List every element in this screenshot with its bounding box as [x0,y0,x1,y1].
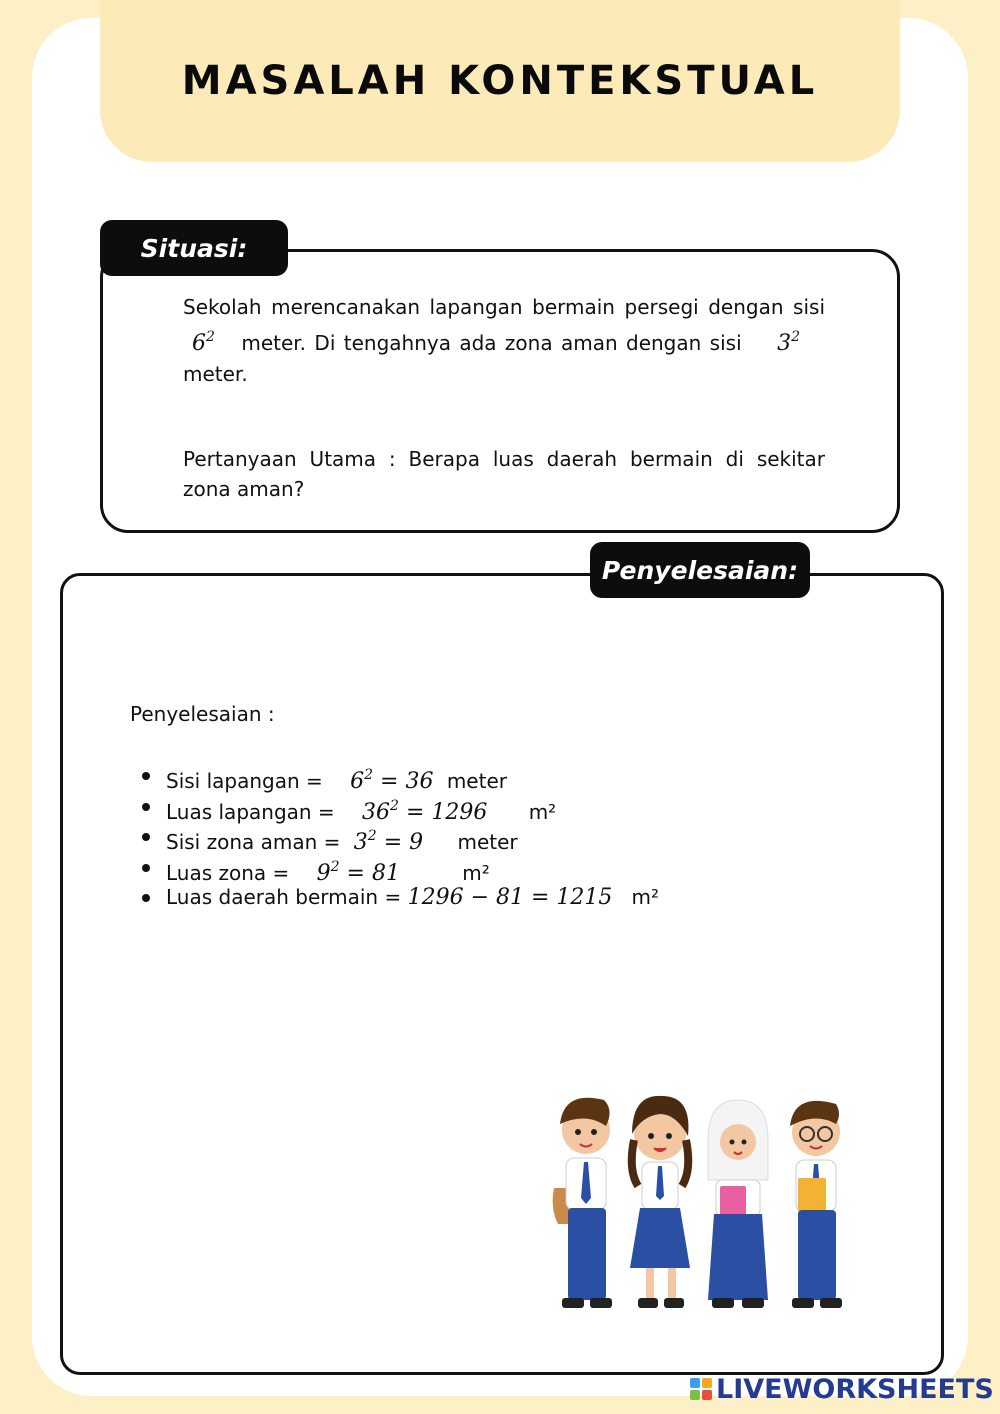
situasi-math-2: $3^2$ [777,329,800,356]
list-item: Sisi zona aman = $3^2 = 9$ meter [140,821,659,852]
page-title: MASALAH KONTEKSTUAL [181,58,819,104]
solution-heading: Penyelesaian : [130,702,275,726]
list-item: Luas zona = $9^2 = 81$ m² [140,852,659,883]
students-group-icon [548,1090,858,1320]
situasi-paragraph [183,292,825,389]
main-question: Pertanyaan Utama : Berapa luas daerah bermain di sekitar zona aman? [183,447,825,501]
brand-name: LIVEWORKSHEETS [716,1373,994,1405]
situasi-text-3: meter. [183,362,248,386]
list-item: Luas lapangan = $36^2 = 1296$ m² [140,791,659,822]
situasi-math-1: $6^2$ [192,329,215,356]
situasi-text-1: Sekolah merencanakan lapangan bermain persegi dengan sisi [183,295,825,319]
situasi-label: Situasi: [100,220,288,276]
liveworksheets-brand[interactable] [690,1372,994,1406]
list-item: Sisi lapangan = $6^2 = 36$ meter [140,760,659,791]
liveworksheets-logo-icon [690,1378,712,1400]
penyelesaian-label: Penyelesaian: [590,542,810,598]
list-item: Luas daerah bermain = 1296 − 81 = 1215 m² [140,882,659,913]
solution-list [140,760,659,913]
situasi-text-2: meter. Di tengahnya ada zona aman dengan sisi [241,331,742,355]
